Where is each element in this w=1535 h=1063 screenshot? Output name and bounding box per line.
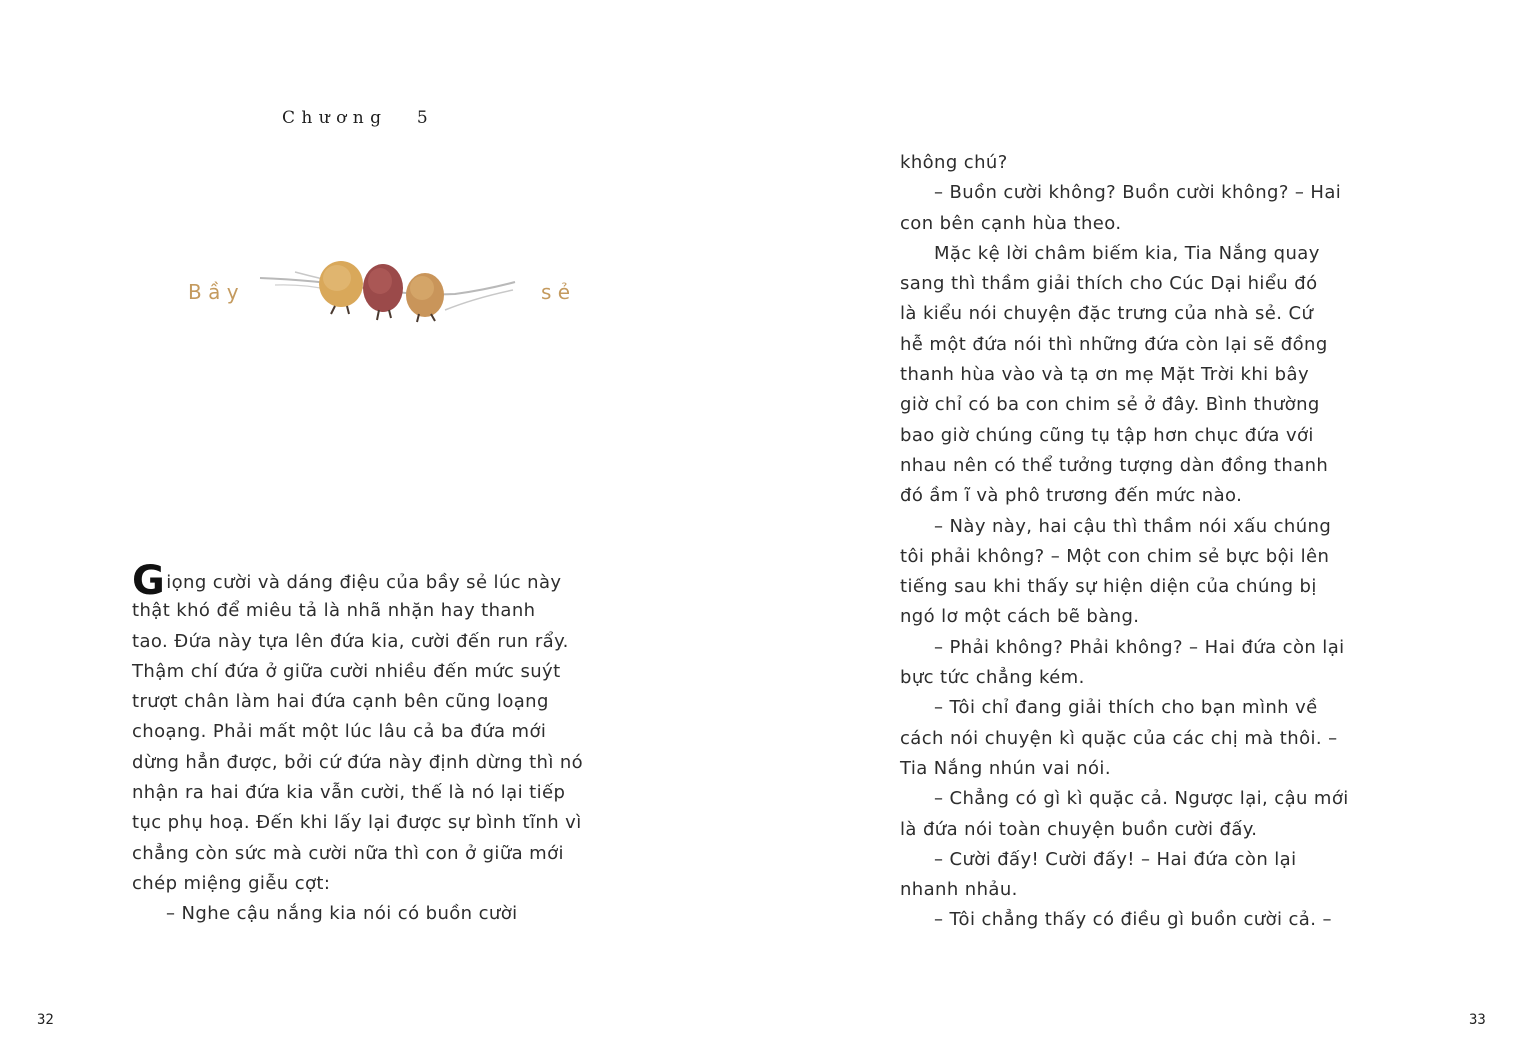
text-line: nhận ra hai đứa kia vẫn cười, thế là nó lại tiếp — [132, 782, 566, 804]
text-line: là đứa nói toàn chuyện buồn cười đấy. — [900, 818, 1258, 840]
text-line: đó ầm ĩ và phô trương đến mức nào. — [900, 485, 1243, 507]
chapter-title-part-2: s ẻ — [541, 280, 571, 304]
text-line: Tia Nắng nhún vai nói. — [900, 757, 1111, 779]
text-line: trượt chân làm hai đứa cạnh bên cũng loạng — [132, 691, 549, 713]
page-number: 32 — [37, 1012, 54, 1028]
text-line: thật khó để miêu tả là nhã nhặn hay thanh — [132, 600, 536, 622]
text-line: ngó lơ một cách bẽ bàng. — [900, 606, 1140, 628]
text-line: – Chẳng có gì kì quặc cả. Ngược lại, cậu mới — [934, 788, 1349, 810]
text-line: – Này này, hai cậu thì thầm nói xấu chúng — [934, 515, 1332, 537]
text-line: không chú? — [900, 152, 1008, 173]
text-line: tao. Đứa này tựa lên đứa kia, cười đến run rẩy. — [132, 630, 569, 652]
text-line — [132, 558, 652, 604]
text-line: cách nói chuyện kì quặc của các chị mà thôi. – — [900, 727, 1338, 749]
text-line: chẳng còn sức mà cười nữa thì con ở giữa mới — [132, 842, 564, 864]
text-line: – Phải không? Phải không? – Hai đứa còn lại — [934, 636, 1345, 658]
left-page — [0, 0, 767, 1063]
text-line: – Cười đấy! Cười đấy! – Hai đứa còn lại — [934, 848, 1297, 870]
three-sparrows-on-branch-icon — [255, 250, 520, 330]
text-line: nhanh nhảu. — [900, 879, 1018, 901]
right-body-text — [900, 148, 1400, 936]
text-line: tiếng sau khi thấy sự hiện diện của chúng bị — [900, 576, 1317, 598]
text-line: – Tôi chẳng thấy có điều gì buồn cười cả. – — [934, 909, 1332, 931]
text-line: chép miệng giễu cợt: — [132, 872, 331, 894]
text-line: con bên cạnh hùa theo. — [900, 212, 1122, 234]
drop-cap: G — [132, 558, 166, 604]
text-line: Mặc kệ lời châm biếm kia, Tia Nắng quay — [934, 242, 1320, 264]
text-line: – Nghe cậu nắng kia nói có buồn cười — [166, 903, 518, 925]
text-line: nhau nên có thể tưởng tượng dàn đồng thanh — [900, 454, 1329, 476]
chapter-title-part-1: B ầ y — [188, 280, 239, 304]
text-line: bao giờ chúng cũng tụ tập hơn chục đứa với — [900, 424, 1314, 446]
text-line: Thậm chí đứa ở giữa cười nhiều đến mức suýt — [132, 660, 561, 682]
text-line: choạng. Phải mất một lúc lâu cả ba đứa mới — [132, 721, 547, 743]
text-line: tôi phải không? – Một con chim sẻ bực bội lên — [900, 545, 1330, 567]
text-line: giờ chỉ có ba con chim sẻ ở đây. Bình thường — [900, 394, 1320, 416]
text-line: bực tức chẳng kém. — [900, 667, 1085, 689]
first-line-text: iọng cười và dáng điệu của bầy sẻ lúc này — [166, 572, 562, 593]
text-line: là kiểu nói chuyện đặc trưng của nhà sẻ. Cứ — [900, 303, 1314, 325]
chapter-heading: C h ư ơ n g 5 — [282, 108, 429, 128]
left-body-text — [132, 558, 652, 930]
text-line: sang thì thầm giải thích cho Cúc Dại hiểu đó — [900, 273, 1318, 295]
page-number: 33 — [1469, 1012, 1486, 1028]
text-line: – Buồn cười không? Buồn cười không? – Hai — [934, 182, 1342, 204]
text-line: thanh hùa vào và tạ ơn mẹ Mặt Trời khi bây — [900, 364, 1309, 386]
right-page — [767, 0, 1535, 1063]
text-line: hễ một đứa nói thì những đứa còn lại sẽ đồng — [900, 333, 1328, 355]
text-line: – Tôi chỉ đang giải thích cho bạn mình về — [934, 697, 1318, 719]
text-line: tục phụ hoạ. Đến khi lấy lại được sự bình tĩnh vì — [132, 812, 582, 834]
text-line: dừng hẳn được, bởi cứ đứa này định dừng thì nó — [132, 751, 584, 773]
